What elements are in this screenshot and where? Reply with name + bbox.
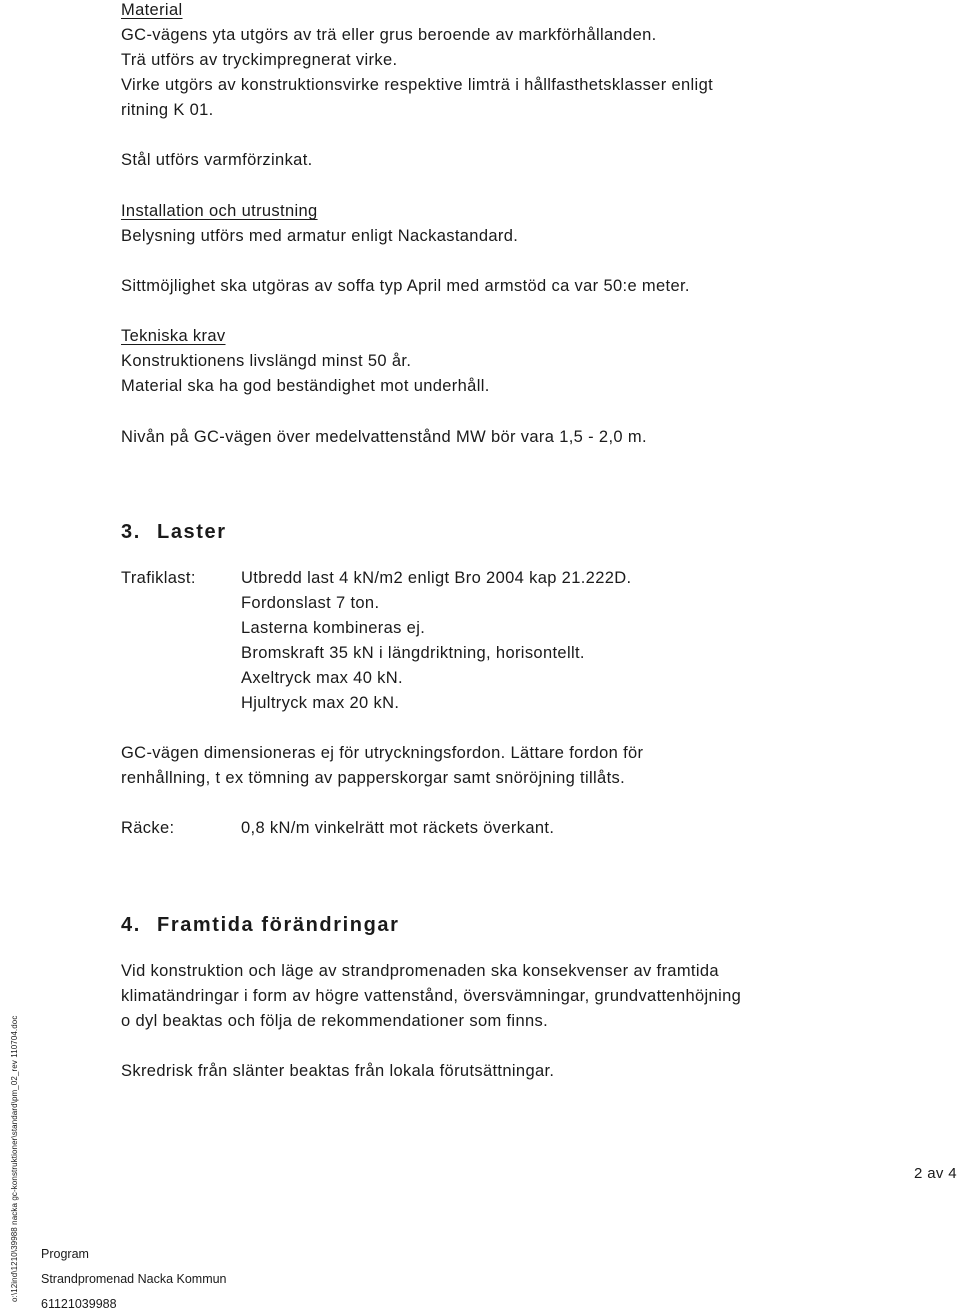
traffic-load-line: Bromskraft 35 kN i längdriktning, horisontellt. (241, 644, 585, 662)
technical-line: Material ska ha god beständighet mot underhåll. (121, 377, 490, 395)
vehicle-note-line: renhållning, t ex tömning av papperskorgar samt snöröjning tillåts. (121, 769, 626, 787)
traffic-load-line: Utbredd last 4 kN/m2 enligt Bro 2004 kap 21.222D. (241, 569, 632, 587)
section-3-number: 3. (121, 521, 141, 543)
steel-text: Stål utförs varmförzinkat. (121, 151, 313, 169)
landslide-text: Skredrisk från slänter beaktas från lokala förutsättningar. (121, 1062, 555, 1080)
climate-line: o dyl beaktas och följa de rekommendationer som finns. (121, 1012, 549, 1030)
traffic-load-label: Trafiklast: (121, 569, 196, 587)
railing-value: 0,8 kN/m vinkelrätt mot räckets överkant. (241, 819, 555, 837)
section-4-number: 4. (121, 914, 141, 936)
footer-doc-number: 61121039988 (41, 1297, 117, 1311)
footer-project: Strandpromenad Nacka Kommun (41, 1272, 227, 1286)
seating-text: Sittmöjlighet ska utgöras av soffa typ April med armstöd ca var 50:e meter. (121, 277, 690, 295)
traffic-load-line: Axeltryck max 40 kN. (241, 669, 403, 687)
lighting-text: Belysning utförs med armatur enligt Nackastandard. (121, 227, 519, 245)
section-4-title: Framtida förändringar (157, 914, 400, 936)
vehicle-note-line: GC-vägen dimensioneras ej för utryckningsfordon. Lättare fordon för (121, 744, 644, 762)
water-level-text: Nivån på GC-vägen över medelvattenstånd MW bör vara 1,5 - 2,0 m. (121, 428, 647, 446)
technical-line: Konstruktionens livslängd minst 50 år. (121, 352, 412, 370)
traffic-load-line: Fordonslast 7 ton. (241, 594, 380, 612)
traffic-load-line: Hjultryck max 20 kN. (241, 694, 400, 712)
material-line: Virke utgörs av konstruktionsvirke respektive limträ i hållfasthetsklasser enligt (121, 76, 714, 94)
material-line: GC-vägens yta utgörs av trä eller grus beroende av markförhållanden. (121, 26, 657, 44)
railing-label: Räcke: (121, 819, 175, 837)
page-number: 2 av 4 (914, 1165, 957, 1182)
climate-line: Vid konstruktion och läge av strandpromenaden ska konsekvenser av framtida (121, 962, 719, 980)
traffic-load-line: Lasterna kombineras ej. (241, 619, 426, 637)
footer-doc-type: Program (41, 1247, 89, 1261)
technical-heading: Tekniska krav (121, 327, 226, 345)
installation-heading: Installation och utrustning (121, 202, 318, 220)
section-3-title: Laster (157, 521, 227, 543)
material-heading: Material (121, 1, 183, 19)
climate-line: klimatändringar i form av högre vattenstånd, översvämningar, grundvattenhöjning (121, 987, 742, 1005)
material-line: Trä utförs av tryckimpregnerat virke. (121, 51, 398, 69)
material-line: ritning K 01. (121, 101, 214, 119)
file-path-text: o:\12ind\1210\39988 nacka gc-konstruktioner\standard\pm_02_rev 110704.doc (10, 1015, 19, 1302)
